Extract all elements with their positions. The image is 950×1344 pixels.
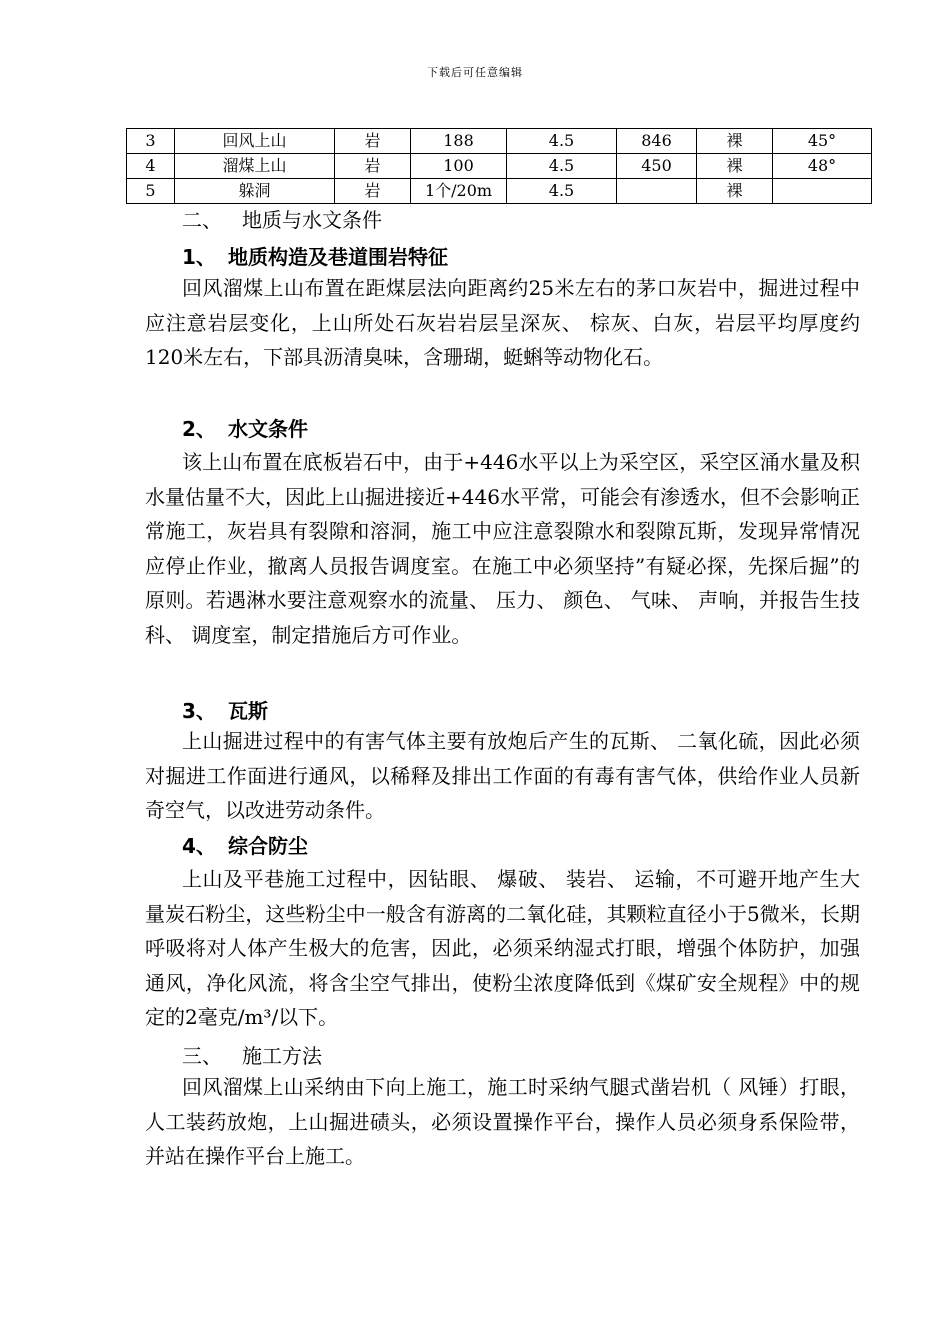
table-cell: 4.5	[507, 179, 617, 204]
table-cell: 回风上山	[175, 129, 335, 154]
paragraph-hydrology: 该上山布置在底板岩石中，由于+446水平以上为采空区，采空区涌水量及积水量估量不大，因此上山掘进接近+446水平常，可能会有渗透水，但不会影响正常施工，灰岩具有裂隙和溶洞，施工中应注意裂隙水和裂隙瓦斯，发现异常情况应停止作业，撤离人员报告调度室。在施工中必须坚持”有疑必探，先探后掘”的原则。若遇淋水要注意观察水的流量、 压力、 颜色、 气味、 声响，并报告生技科、 调度室，制定措施后方可作业。	[145, 450, 860, 647]
page-header: 下载后可任意编辑	[427, 66, 523, 79]
table-cell: 846	[617, 129, 697, 154]
table-cell: 1个/20m	[411, 179, 507, 204]
table-cell: 4	[127, 154, 175, 179]
paragraph-method: 回风溜煤上山采纳由下向上施工，施工时采纳气腿式凿岩机（ 风锤）打眼，人工装药放炮，上山掘进碛头，必须设置操作平台，操作人员必须身系保险带，并站在操作平台上施工。	[145, 1075, 860, 1168]
table-cell	[773, 179, 872, 204]
table-cell: 岩	[335, 129, 411, 154]
subsection-number: 3、	[182, 699, 216, 723]
table-cell: 躲洞	[175, 179, 335, 204]
subsection-heading-2	[182, 413, 308, 442]
table-cell: 48°	[773, 154, 872, 179]
subsection-number: 4、	[182, 834, 216, 858]
table-row	[127, 129, 872, 154]
table-cell: 溜煤上山	[175, 154, 335, 179]
spec-table	[126, 128, 872, 204]
table-cell: 45°	[773, 129, 872, 154]
section-heading-3	[182, 1040, 322, 1069]
subsection-title: 地质构造及巷道围岩特征	[228, 245, 448, 269]
table-cell: 裸	[697, 179, 773, 204]
table-cell: 450	[617, 154, 697, 179]
subsection-heading-1	[182, 241, 448, 270]
table-cell: 裸	[697, 154, 773, 179]
table-row	[127, 179, 872, 204]
subsection-heading-3	[182, 695, 268, 724]
subsection-number: 2、	[182, 417, 216, 441]
table-cell: 3	[127, 129, 175, 154]
table-cell: 裸	[697, 129, 773, 154]
table-cell: 4.5	[507, 129, 617, 154]
paragraph-gas: 上山掘进过程中的有害气体主要有放炮后产生的瓦斯、 二氧化硫，因此必须对掘进工作面进行通风，以稀释及排出工作面的有毒有害气体，供给作业人员新奇空气，以改进劳动条件。	[145, 729, 860, 822]
table-cell: 5	[127, 179, 175, 204]
table-cell: 岩	[335, 154, 411, 179]
table-cell	[617, 179, 697, 204]
paragraph-geology: 回风溜煤上山布置在距煤层法向距离约25米左右的茅口灰岩中，掘进过程中应注意岩层变化，上山所处石灰岩岩层呈深灰、 棕灰、白灰，岩层平均厚度约120米左右，下部具沥清臭味，含珊瑚，蜓蝌等动物化石。	[145, 276, 860, 369]
table-cell: 4.5	[507, 154, 617, 179]
paragraph-dust: 上山及平巷施工过程中，因钻眼、 爆破、 装岩、 运输，不可避开地产生大量炭石粉尘，这些粉尘中一般含有游离的二氧化硅，其颗粒直径小于5微米，长期呼吸将对人体产生极大的危害，因此，必须采纳湿式打眼，增强个体防护，加强通风，净化风流，将含尘空气排出，使粉尘浓度降低到《煤矿安全规程》中的规定的2毫克/m³/以下。	[145, 867, 860, 1029]
subsection-number: 1、	[182, 245, 216, 269]
table-cell: 100	[411, 154, 507, 179]
section-title: 施工方法	[242, 1044, 322, 1068]
table-row	[127, 154, 872, 179]
section-number: 二、	[182, 208, 222, 232]
table-cell: 岩	[335, 179, 411, 204]
subsection-title: 水文条件	[228, 417, 308, 441]
section-heading-2	[182, 204, 382, 233]
subsection-title: 综合防尘	[228, 834, 308, 858]
subsection-heading-4	[182, 830, 308, 859]
section-title: 地质与水文条件	[242, 208, 382, 232]
section-number: 三、	[182, 1044, 222, 1068]
table-cell: 188	[411, 129, 507, 154]
subsection-title: 瓦斯	[228, 699, 268, 723]
